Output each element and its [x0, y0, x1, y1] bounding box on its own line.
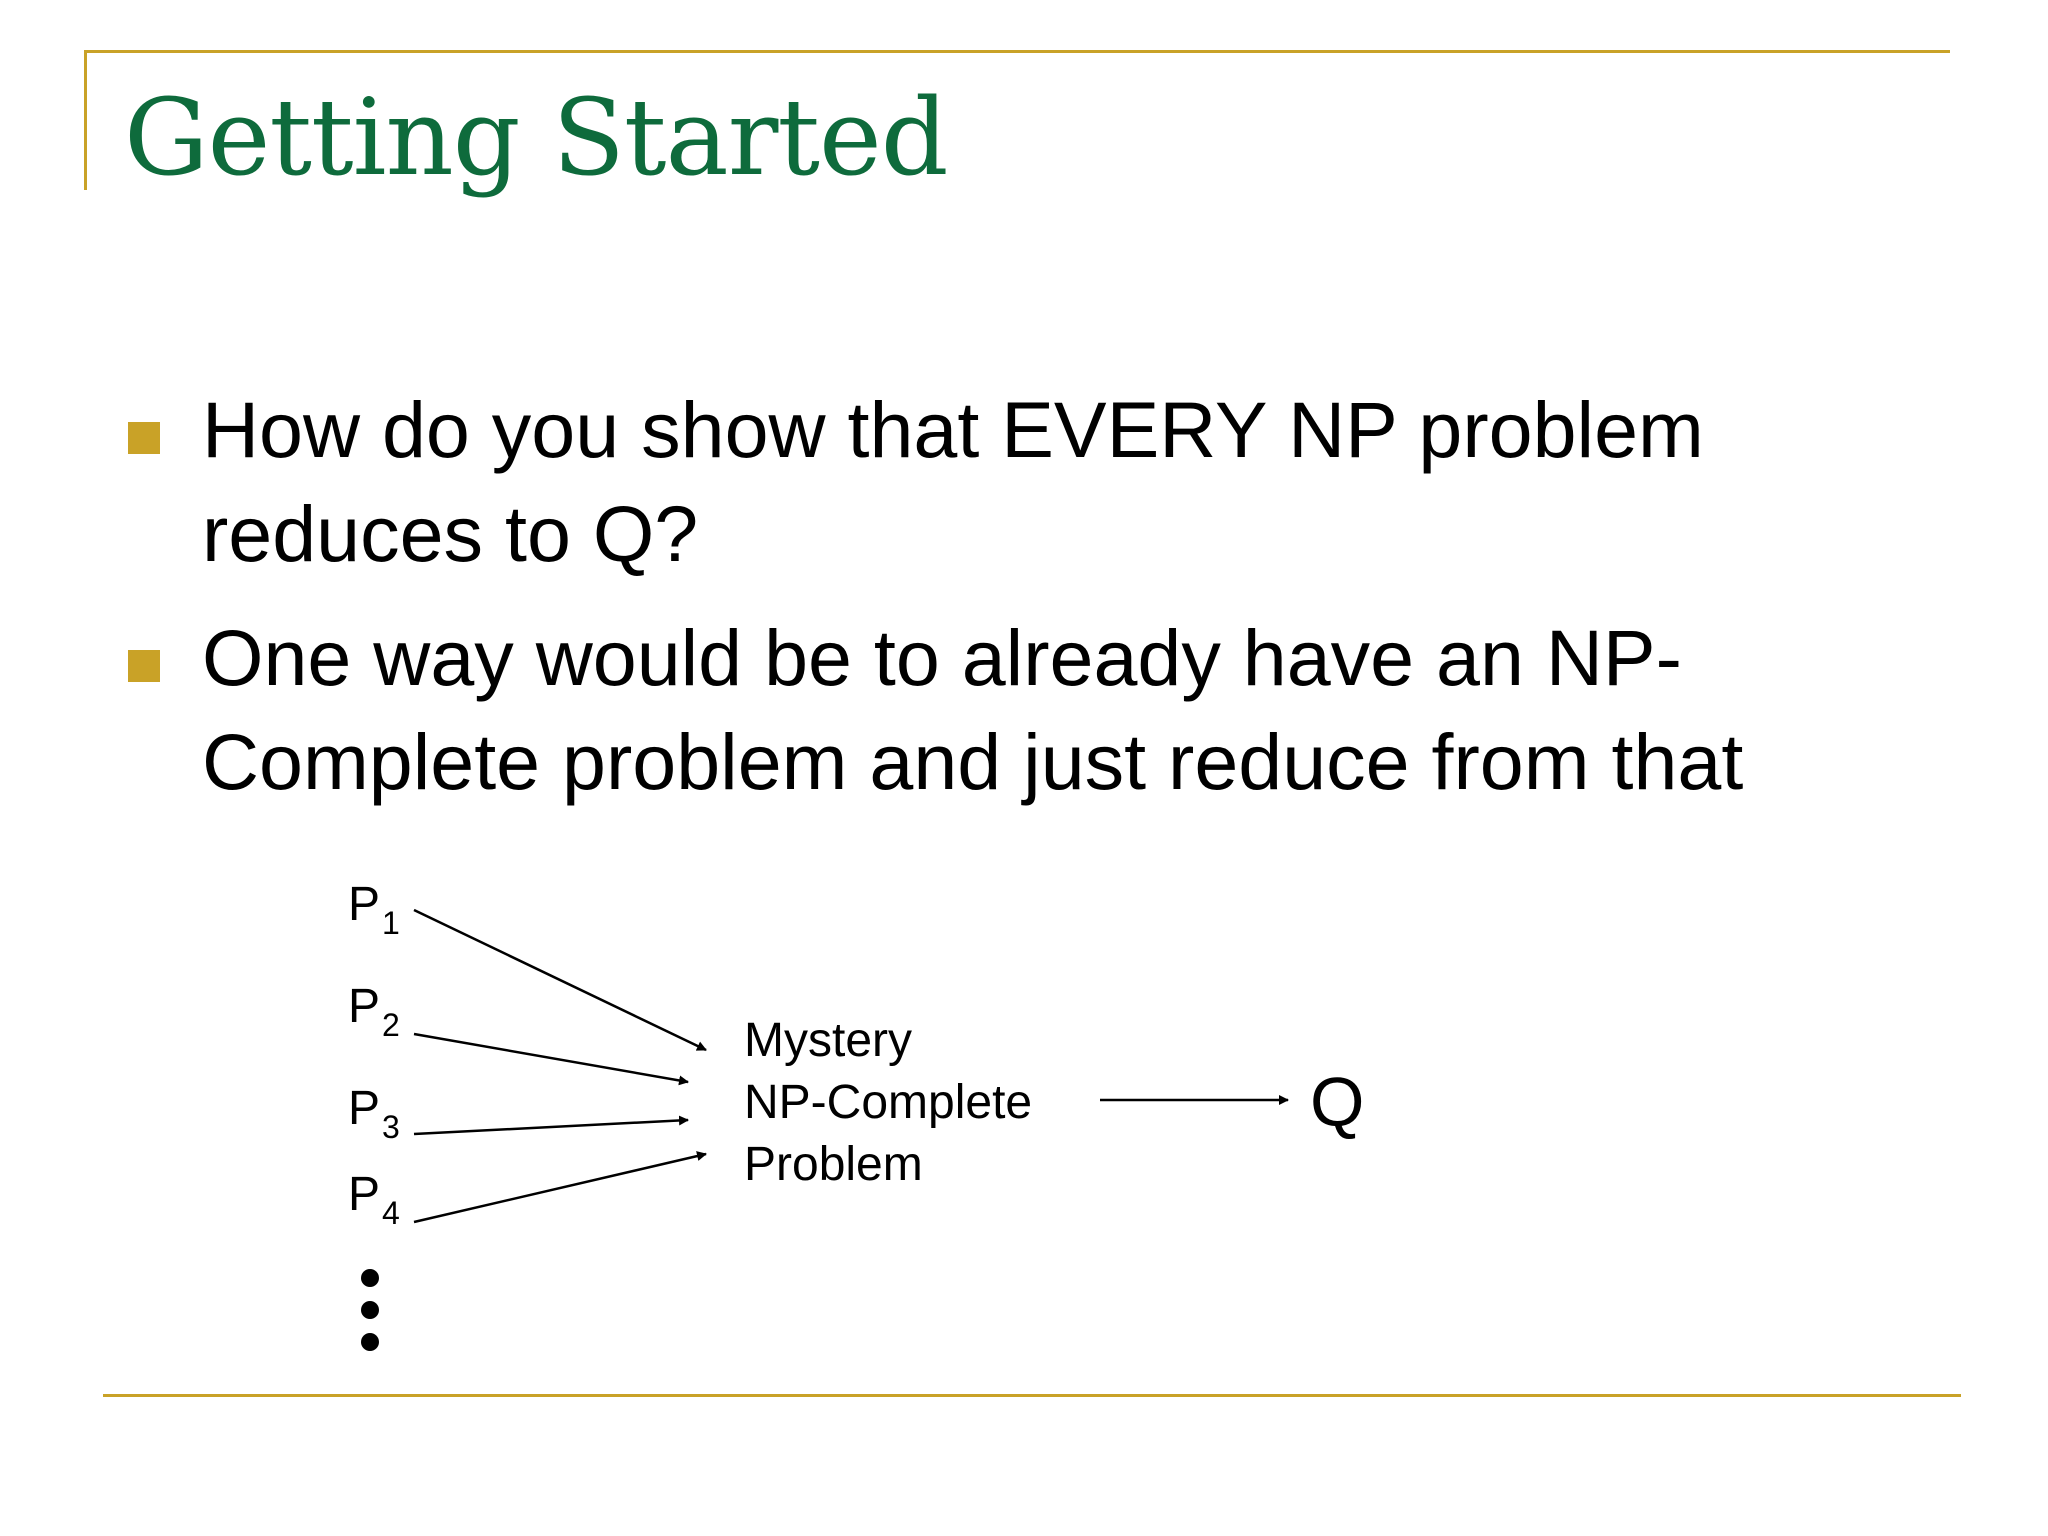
input-label-p3: $P_3$ [348, 1082, 400, 1145]
arrow-p4-to-mystery [414, 1154, 706, 1222]
input-label-p4: $P_4$ [348, 1168, 400, 1231]
target-q-label: Q [1310, 1063, 1365, 1141]
bullet-text-2: One way would be to already have an NP-Complete problem and just reduce from that [202, 613, 1744, 806]
arrow-p3-to-mystery [414, 1120, 688, 1134]
input-label-p2: $P_2$ [348, 980, 400, 1043]
arrow-p1-to-mystery [414, 910, 706, 1050]
arrow-p2-to-mystery [414, 1034, 688, 1082]
continuation-dot [361, 1269, 379, 1287]
input-label-p1: $P_1$ [348, 878, 400, 941]
slide-title: Getting Started [124, 76, 948, 199]
mystery-problem-line-3: Problem [744, 1138, 923, 1191]
continuation-dot [361, 1301, 379, 1319]
mystery-problem-line-1: Mystery [744, 1014, 912, 1067]
bottom-accent-rule [103, 1394, 1961, 1397]
continuation-dot [361, 1333, 379, 1351]
bullet-text-1: How do you show that EVERY NP problem reduces to Q? [202, 385, 1704, 578]
mystery-problem-line-2: NP-Complete [744, 1076, 1033, 1129]
